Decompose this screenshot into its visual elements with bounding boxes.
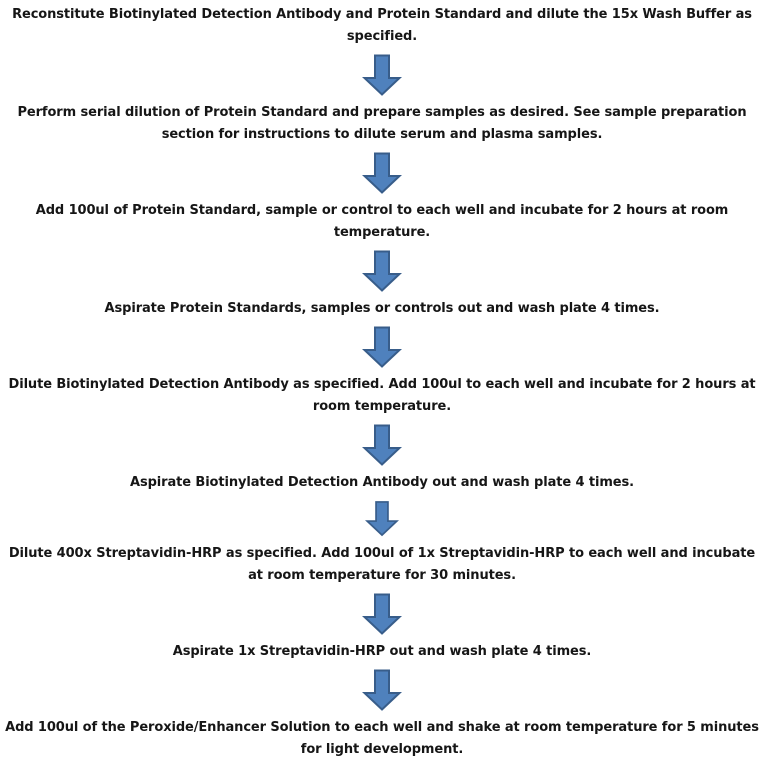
flow-step-4: Aspirate Protein Standards, samples or controls out and wash plate 4 times. — [104, 301, 660, 316]
down-arrow-icon — [362, 593, 402, 635]
down-arrow-icon — [362, 250, 402, 292]
down-arrow-icon — [362, 54, 402, 96]
down-arrow-icon — [362, 669, 402, 711]
flow-step-7: Dilute 400x Streptavidin-HRP as specified. Add 100ul of 1x Streptavidin-HRP to each well and incubate at room temperature for 30 minutes. — [8, 546, 756, 583]
flow-step-5: Dilute Biotinylated Detection Antibody as specified. Add 100ul to each well and incubate for 2 hours at room temperature. — [8, 377, 756, 414]
flow-step-8: Aspirate 1x Streptavidin-HRP out and wash plate 4 times. — [172, 644, 592, 659]
down-arrow-icon — [362, 326, 402, 368]
flow-step-6: Aspirate Biotinylated Detection Antibody out and wash plate 4 times. — [129, 475, 634, 490]
down-arrow-icon — [362, 424, 402, 466]
flow-step-9: Add 100ul of the Peroxide/Enhancer Solution to each well and shake at room temperature for 5 minutes for light development. — [5, 720, 759, 757]
flow-step-1: Reconstitute Biotinylated Detection Antibody and Protein Standard and dilute the 15x Wash Buffer as specified. — [12, 7, 752, 44]
flow-step-2: Perform serial dilution of Protein Standard and prepare samples as desired. See sample preparation section for instructions to dilute serum and plasma samples. — [17, 105, 747, 142]
flow-step-3: Add 100ul of Protein Standard, sample or control to each well and incubate for 2 hours at room temperature. — [35, 203, 729, 240]
down-arrow-icon — [365, 500, 399, 537]
down-arrow-icon — [362, 152, 402, 194]
